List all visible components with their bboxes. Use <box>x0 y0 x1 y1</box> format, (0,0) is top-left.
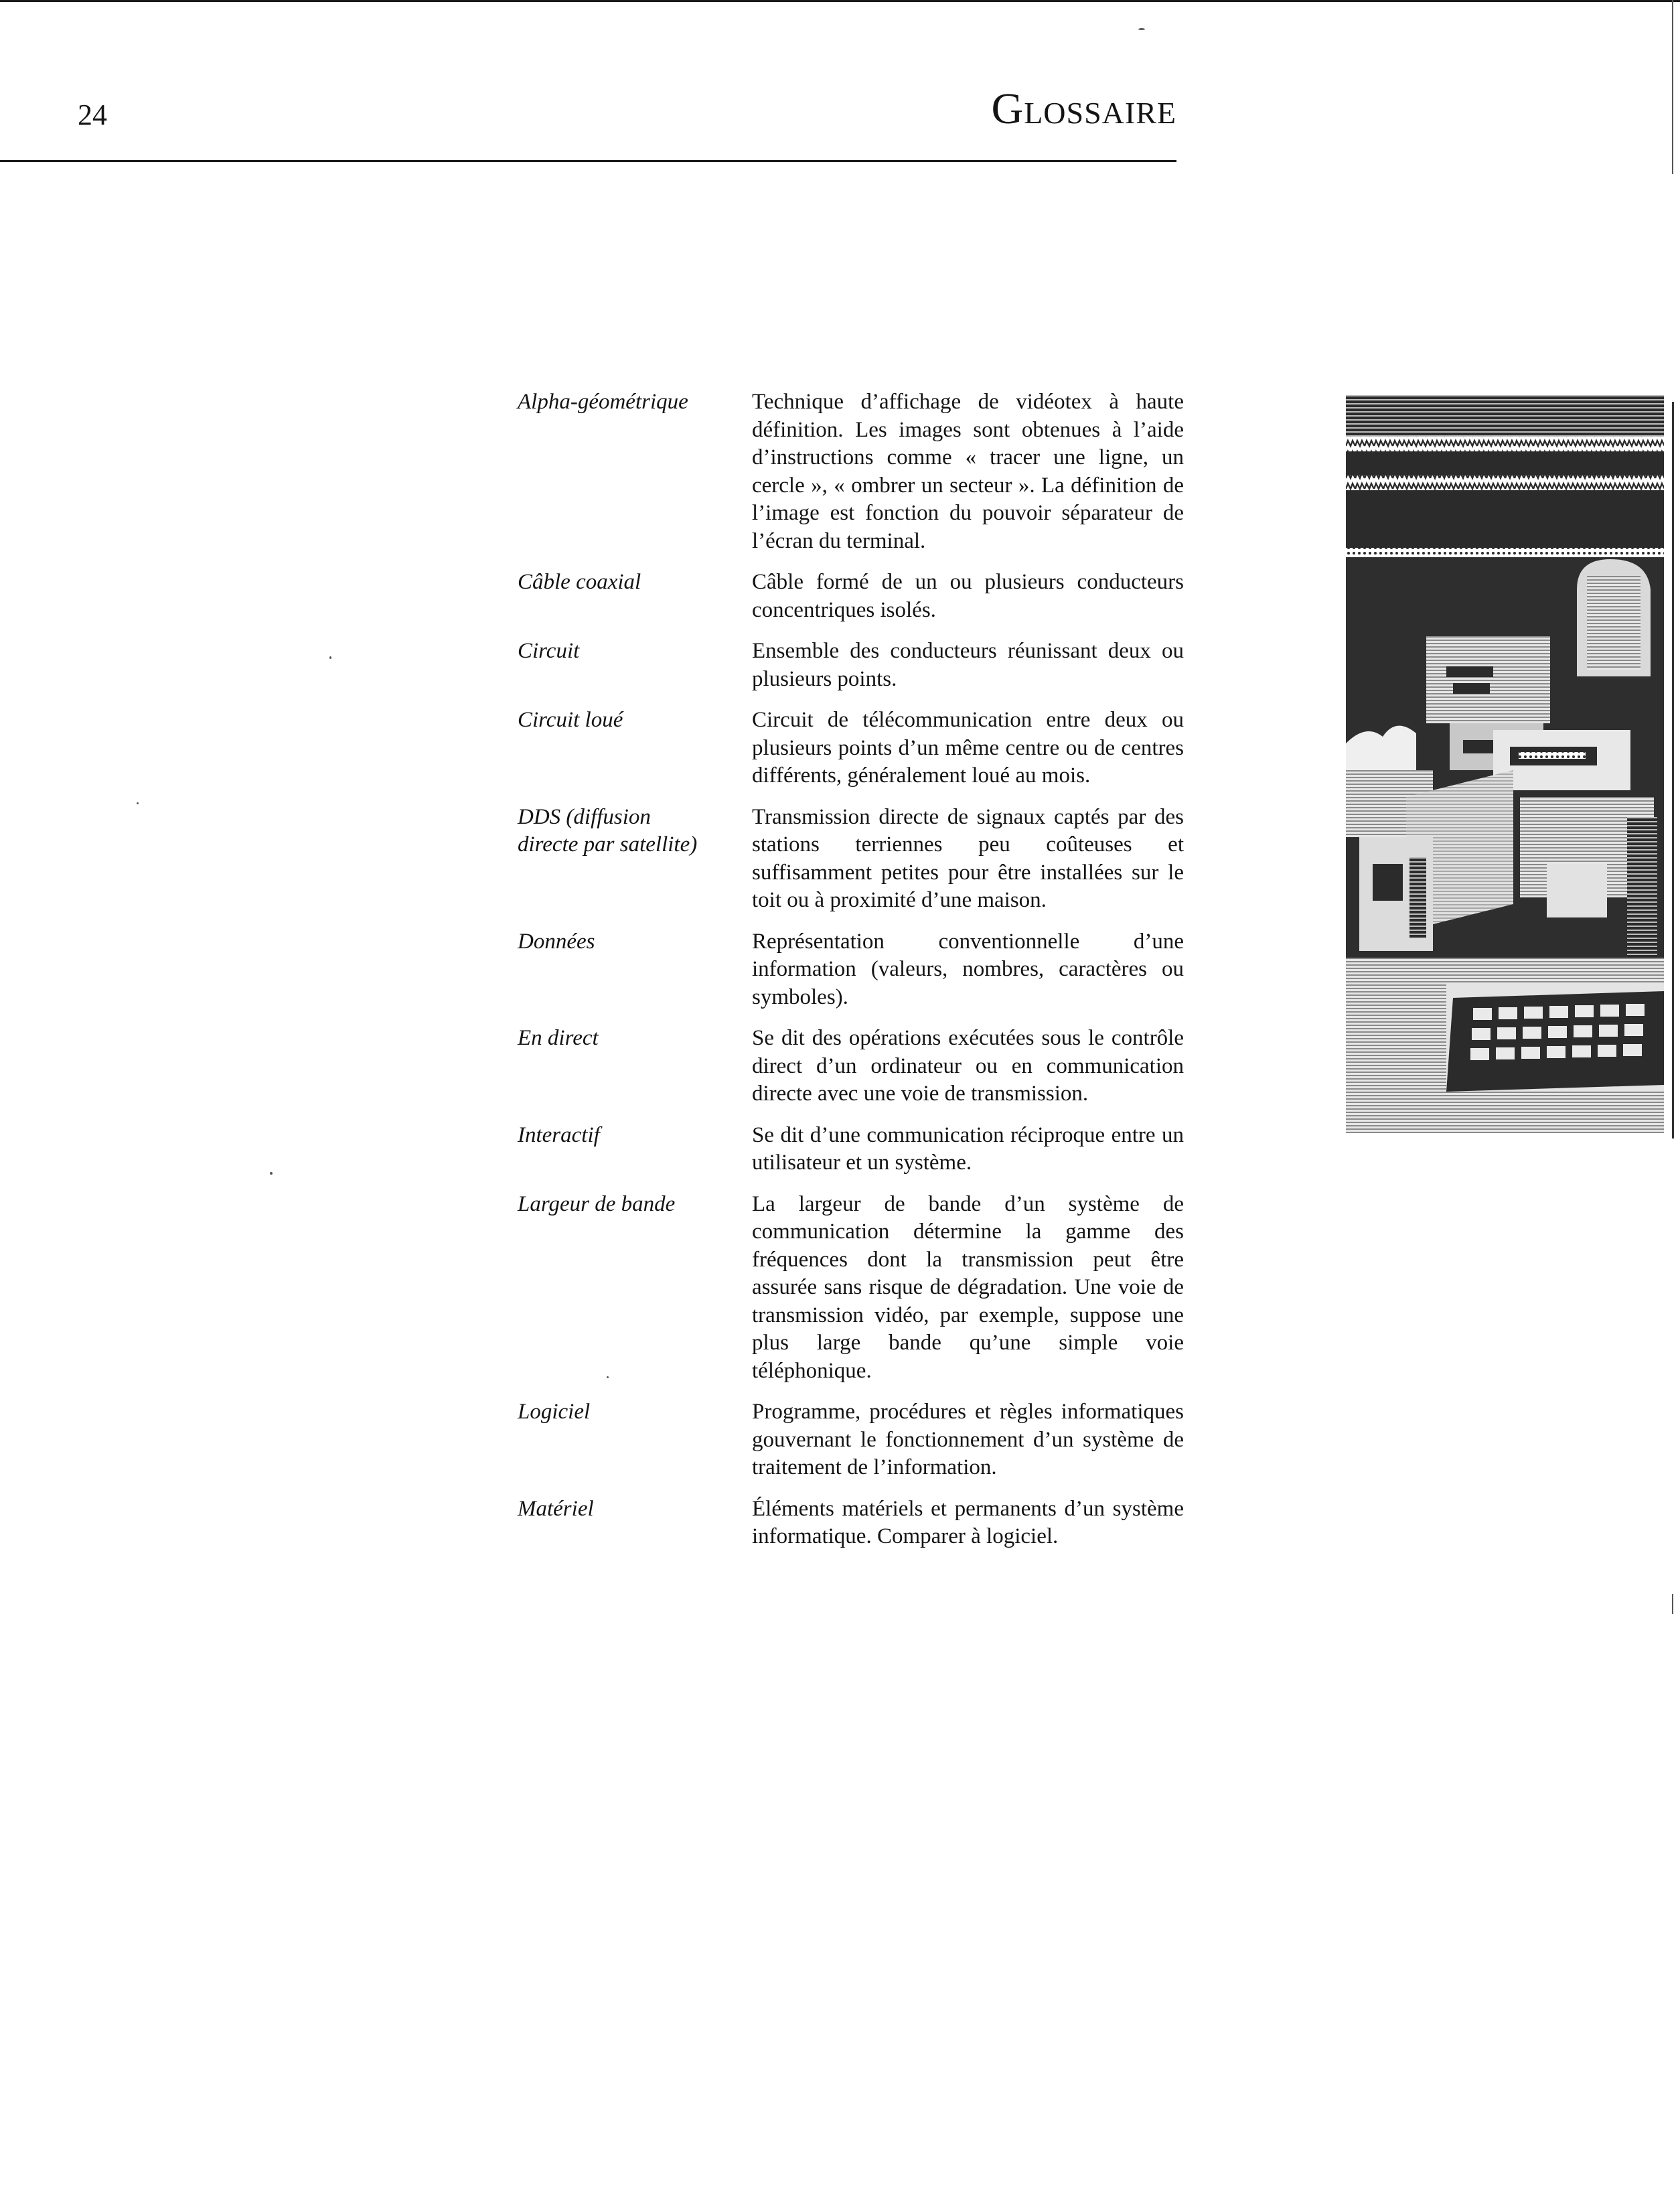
page-number: 24 <box>78 98 107 131</box>
glossary-definition: Éléments matériels et permanents d’un système informatique. Comparer à logiciel. <box>752 1496 1184 1548</box>
glossary-definition: Programme, procédures et règles informatiques gouvernant le fonctionnement d’un système de traitement de l’information. <box>752 1400 1184 1479</box>
glossary-term: En direct <box>518 1026 599 1050</box>
top-border-line <box>0 0 1680 2</box>
glossary-entry <box>518 928 1187 1012</box>
glossary-definition: Technique d’affichage de vidéotex à haute définition. Les images sont obtenues à l’aide d’instructions comme « tracer une ligne, un cercle », « ombrer un secteur ». La définition de l’image est fonction du pouvoir séparateur de l’écran du terminal. <box>752 390 1184 553</box>
glossary-entry <box>518 707 1187 790</box>
glossary-entry <box>518 804 1187 915</box>
computer-terminal-collage-image <box>1346 395 1664 1133</box>
glossary-definition: Se dit des opérations exécutées sous le contrôle direct d’un ordinateur ou en communication directe avec une voie de transmission. <box>752 1026 1184 1106</box>
glossary-entry <box>518 1398 1187 1482</box>
glossary-entry <box>518 1191 1187 1386</box>
scan-edge-line <box>1671 0 1675 2206</box>
glossary-term: Logiciel <box>518 1400 591 1424</box>
glossary-definition: Câble formé de un ou plusieurs conducteurs concentriques isolés. <box>752 570 1184 622</box>
glossary-term: Largeur de bande <box>518 1191 676 1216</box>
glossary-list <box>518 388 1187 1564</box>
header-rule <box>0 160 1176 162</box>
glossary-entry <box>518 1495 1187 1551</box>
glossary-term: Données <box>518 929 595 954</box>
glossary-definition: Circuit de télécommunication entre deux ou plusieurs points d’un même centre ou de centres différents, généralement loué au mois. <box>752 708 1184 788</box>
scan-speck <box>329 656 331 659</box>
glossary-definition: Représentation conventionnelle d’une information (valeurs, nombres, caractères ou symboles). <box>752 929 1184 1009</box>
glossary-term: Câble coaxial <box>518 570 641 594</box>
glossary-definition: La largeur de bande d’un système de communication détermine la gamme des fréquences dont la transmission peut être assurée sans risque de dégradation. Une voie de transmission vidéo, par exemple, suppose une plus large bande qu’une simple voie téléphonique. <box>752 1191 1184 1383</box>
glossary-entry <box>518 388 1187 555</box>
scan-speck <box>137 802 139 804</box>
glossary-definition: Transmission directe de signaux captés par des stations terriennes peu coûteuses et suffisamment petites pour être installées sur le toit ou à proximité d’une maison. <box>752 804 1184 912</box>
glossary-entry <box>518 569 1187 624</box>
glossary-term: DDS (diffusion directe par satellite) <box>518 804 698 857</box>
glossary-term: Interactif <box>518 1122 600 1147</box>
glossary-term: Circuit <box>518 639 580 663</box>
glossary-term: Matériel <box>518 1496 594 1521</box>
scan-speck <box>270 1172 273 1175</box>
glossary-term: Alpha-géométrique <box>518 390 688 414</box>
running-title: Glossaire <box>991 84 1176 133</box>
glossary-term: Circuit loué <box>518 708 623 732</box>
glossary-definition: Se dit d’une communication réciproque entre un utilisateur et un système. <box>752 1122 1184 1175</box>
glossary-entry <box>518 638 1187 693</box>
glossary-definition: Ensemble des conducteurs réunissant deux ou plusieurs points. <box>752 639 1184 691</box>
glossary-entry <box>518 1025 1187 1108</box>
scan-speck <box>1138 28 1145 30</box>
glossary-entry <box>518 1122 1187 1177</box>
scan-speck <box>607 1376 609 1378</box>
